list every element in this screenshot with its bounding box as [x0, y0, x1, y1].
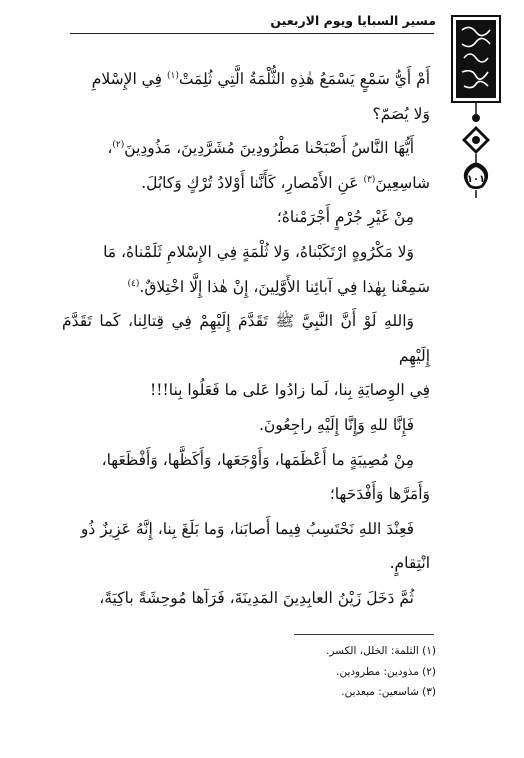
page-ornament-icon: [446, 14, 506, 199]
body-line: ثُمَّ دَخَلَ زَيْنُ العابِدِينَ المَدِينَةَ، فَرَآها مُوحِشَةً باكِيَةً،: [99, 588, 414, 607]
body-line: فَإِنَّا للهِ وَإِنَّا إِلَيْهِ راجِعُونَ.: [258, 415, 414, 434]
body-line: وَأَمَرَّها وَأَفْدَحَها؛: [329, 485, 430, 504]
body-line: شاسِعِينَ$^{(٣)}$ عَنِ الأَمْصارِ، كَأَنَّنا أَوْلادُ تُرْكٍ وَكابُلَ.: [141, 173, 430, 192]
body-line: فَعِنْدَ اللهِ نَحْتَسِبُ فِيما أَصابَنا، وَما بَلَغَ بِنا، إِنَّهُ عَزِيزٌ ذُو: [80, 519, 414, 538]
header-rule: [70, 33, 434, 34]
body-line: سَمِعْنا بِهٰذا فِي آبائِنا الأَوَّلِينَ، إِنْ هٰذا إِلَّا اخْتِلاقٌ.$^{(٤)}$: [127, 277, 430, 296]
running-header-title: مسير السبايا ويوم الاربعين: [270, 13, 436, 28]
body-text: [62, 62, 430, 616]
body-line: وَلا مَكْرُوهٍ ارْتَكَبْناهُ، وَلا ثُلْمَةٍ فِي الإِسْلامِ ثَلَمْناهُ، مَا: [103, 242, 414, 261]
body-line: وَاللهِ لَوْ أَنَّ النَّبِيَّ ﷺ تَقَدَّمَ إِلَيْهِمْ فِي قِتالِنا، كَما تَقَدَّمَ إِلَيْهِم: [62, 312, 430, 365]
body-line: انْتِقامٍ.: [389, 554, 430, 573]
page-number: ١٠١: [466, 174, 486, 185]
body-line: أَمْ أَيُّ سَمْعٍ يَسْمَعُ هٰذِهِ الثُّلْمَةُ الَّتِي ثُلِمَتْ$^{(١)}$ فِي الإِسْلامِ: [91, 70, 430, 88]
footnote: (٢) مذودين: مطرودين.: [336, 665, 436, 678]
footnote-separator: [294, 634, 434, 635]
body-line: مِنْ غَيْرِ جُرْمٍ أَجْرَمْناهُ؛: [276, 208, 414, 227]
footnotes: [200, 641, 436, 703]
body-line: فِي الوِصايَةِ بِنا، لَما زادُوا عَلى ما فَعَلُوا بِنا!!!: [150, 381, 430, 400]
body-line: مِنْ مُصِيبَةٍ ما أَعْظَمَها، وَأَوْجَعَها، وَأَكَظَّها، وَأَفْظَعَها،: [101, 450, 414, 469]
footnote: (١) الثلمة: الخلل، الكسر.: [326, 645, 436, 657]
footnote: (٣) شاسعين: مبعدين.: [341, 686, 436, 698]
body-line: وَلا يُصَمّ؟: [372, 104, 430, 123]
body-line: أَيُّهَا النَّاسُ أَصْبَحْنا مَطْرُودِينَ مُشَرَّدِينَ، مَذُودِينَ$^{(٢)}$،: [107, 139, 414, 158]
